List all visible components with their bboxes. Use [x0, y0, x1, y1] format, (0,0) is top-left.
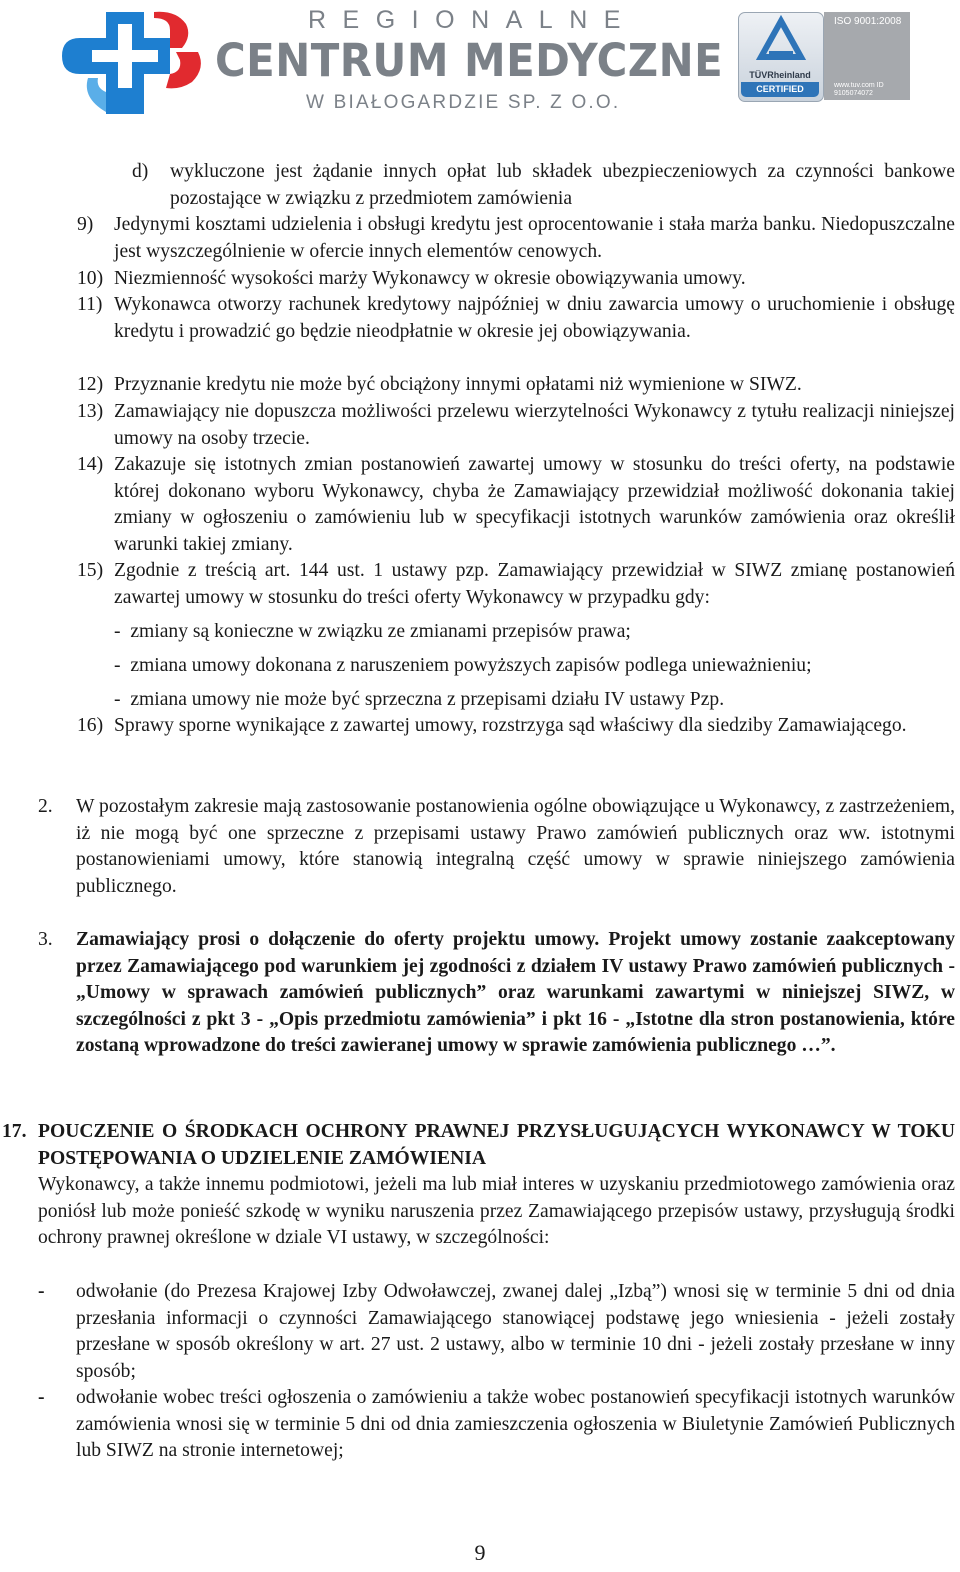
- section-text: Zamawiający prosi o dołączenie do oferty projektu umowy. Projekt umowy zostanie zaakceptowany przez Zamawiającego pod warunkiem jej zgodności z działem IV ustawy Prawo zamówień publicznych - „Umowy w sprawach zamówień publicznych” oraz warunkami zawartymi w niniejszej SIWZ, w szczególności z pkt 3 - „Opis przedmiotu zamówienia” i pkt 16 - „Istotne dla stron postanowienia, które zostaną wprowadzone do treści zawieranej umowy w sprawie zamówienia publicznego …”.: [76, 929, 955, 1057]
- bullet-item-1: [38, 1279, 955, 1385]
- list-item-15: [77, 558, 955, 611]
- dash-item-3: [114, 687, 724, 714]
- certified-label: CERTIFIED: [741, 82, 819, 97]
- brand-regionalne: REGIONALNE: [308, 6, 637, 34]
- medical-cross-logo-icon: [58, 8, 208, 118]
- letterhead: [0, 0, 960, 130]
- dash-text: zmiana umowy nie może być sprzeczna z przepisami działu IV ustawy Pzp.: [130, 689, 725, 710]
- item-text: Zakazuje się istotnych zmian postanowień zawartej umowy w stosunku do treści oferty, na podstawie której dokonano wyboru Wykonawcy, chyba że Zamawiający przewidział możliwość dokonania takiej zmiany w ogłoszeniu o zamówieniu lub w specyfikacji istotnych warunków zamówienia oraz określił warunki takiej zmiany.: [114, 454, 955, 555]
- section-3: [38, 927, 955, 1060]
- list-item-d: [132, 159, 955, 212]
- bullet-text: odwołanie wobec treści ogłoszenia o zamówieniu a także wobec postanowień specyfikacji istotnych warunków zamówienia wnosi się w terminie 5 dni od dnia zamieszczenia ogłoszenia w Biuletynie Zamówień Publicznych lub SIWZ na stronie internetowej;: [76, 1387, 955, 1462]
- item-text: Niezmienność wysokości marży Wykonawcy w okresie obowiązywania umowy.: [114, 268, 746, 289]
- item-number: 9): [77, 214, 94, 235]
- dash-item-1: [114, 619, 631, 646]
- dash-marker: -: [114, 621, 121, 642]
- dash-item-2: [114, 653, 812, 680]
- item-number: 11): [77, 294, 103, 315]
- list-item-16: [77, 713, 955, 740]
- section-number: 17.: [2, 1121, 27, 1142]
- section-intro: Wykonawcy, a także innemu podmiotowi, jeżeli ma lub miał interes w uzyskaniu przedmiotowego zamówienia oraz poniósł lub może ponieść szkodę w wyniku naruszenia przez Zamawiającego przepisów ustawy, przysługują środki ochrony prawnej określone w dziale VI ustawy, w szczególności:: [38, 1174, 955, 1249]
- tuv-certificate-badge: [738, 12, 913, 102]
- bullet-marker: -: [38, 1281, 45, 1302]
- bullet-marker: -: [38, 1387, 45, 1408]
- section-17-heading: [2, 1119, 955, 1172]
- list-item-12: [77, 372, 955, 399]
- list-item-10: [77, 266, 955, 293]
- bullet-text: odwołanie (do Prezesa Krajowej Izby Odwoławczej, zwanej dalej „Izbą”) wnosi się w terminie 5 dni od dnia przesłania informacji o czynności Zamawiającego stanowiącej podstawę jego wniesienia - jeżeli zostały przesłane w sposób określony w art. 27 ust. 2 ustawy, albo w terminie 10 dni - jeżeli zostały przesłane w inny sposób;: [76, 1281, 955, 1382]
- list-item-11: [77, 292, 955, 345]
- dash-text: zmiana umowy dokonana z naruszeniem powyższych zapisów podlega unieważnieniu;: [130, 655, 812, 676]
- section-heading: POUCZENIE O ŚRODKACH OCHRONY PRAWNEJ PRZYSŁUGUJĄCYCH WYKONAWCY W TOKU POSTĘPOWANIA O UDZIELENIE ZAMÓWIENIA: [38, 1121, 955, 1169]
- list-item-14: [77, 452, 955, 558]
- dash-marker: -: [114, 689, 121, 710]
- section-2: [38, 794, 955, 900]
- item-text: Sprawy sporne wynikające z zawartej umowy, rozstrzyga sąd właściwy dla siedziby Zamawiającego.: [114, 715, 907, 736]
- section-number: 3.: [38, 929, 53, 950]
- iso-standard: ISO 9001:2008: [834, 16, 902, 27]
- item-text: Zgodnie z treścią art. 144 ust. 1 ustawy pzp. Zamawiający przewidział w SIWZ zmianę postanowień zawartej umowy w stosunku do treści oferty Wykonawcy w przypadku gdy:: [114, 560, 955, 608]
- item-number: 13): [77, 401, 104, 422]
- item-number: 10): [77, 268, 104, 289]
- section-text: W pozostałym zakresie mają zastosowanie postanowienia ogólne obowiązujące u Wykonawcy, z zastrzeżeniem, iż nie mogą być one sprzeczne z przepisami ustawy Prawo zamówień publicznych oraz ww. istotnymi postanowieniami umowy, które stanowią integralną część umowy w sprawie niniejszego zamówienia publicznego.: [76, 796, 955, 897]
- tuv-org-name: TÜVRheinland: [749, 70, 811, 80]
- section-17-intro: [38, 1172, 955, 1252]
- dash-text: zmiany są konieczne w związku ze zmianami przepisów prawa;: [130, 621, 631, 642]
- item-number: 14): [77, 454, 104, 475]
- brand-location: W BIAŁOGARDZIE SP. Z O.O.: [306, 92, 621, 113]
- item-text: Wykonawca otworzy rachunek kredytowy najpóźniej w dniu zawarcia umowy o uruchomienie i obsługę kredytu i prowadzić go będzie nieodpłatnie w okresie jej obowiązywania.: [114, 294, 955, 342]
- item-text: Zamawiający nie dopuszcza możliwości przelewu wierzytelności Wykonawcy z tytułu realizacji niniejszej umowy na osoby trzecie.: [114, 401, 955, 449]
- list-item-13: [77, 399, 955, 452]
- brand-centrum-medyczne: CENTRUM MEDYCZNE: [215, 34, 724, 87]
- item-number: d): [132, 161, 149, 182]
- item-number: 16): [77, 715, 104, 736]
- bullet-item-2: [38, 1385, 955, 1465]
- page-number: 9: [474, 1540, 486, 1565]
- item-text: wykluczone jest żądanie innych opłat lub składek ubezpieczeniowych za czynności bankowe pozostające w związku z przedmiotem zamówienia: [170, 161, 955, 209]
- item-number: 12): [77, 374, 104, 395]
- cert-id: www.tuv.com ID 9105074072: [834, 82, 884, 97]
- section-number: 2.: [38, 796, 53, 817]
- list-item-9: [77, 212, 955, 265]
- tuv-triangle-icon: [739, 13, 823, 71]
- item-text: Przyznanie kredytu nie może być obciążony innymi opłatami niż wymienione w SIWZ.: [114, 374, 802, 395]
- dash-marker: -: [114, 655, 121, 676]
- item-text: Jedynymi kosztami udzielenia i obsługi kredytu jest oprocentowanie i stała marża banku. Niedopuszczalne jest wyszczególnienie w ofercie innych elementów cenowych.: [114, 214, 955, 262]
- item-number: 15): [77, 560, 104, 581]
